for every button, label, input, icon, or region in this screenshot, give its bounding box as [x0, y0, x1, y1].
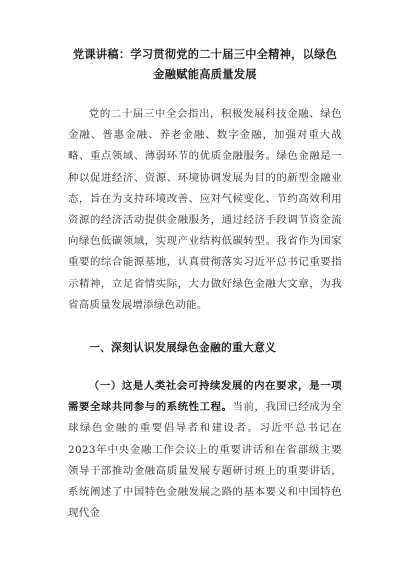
document-title: 党课讲稿：学习贯彻党的二十届三中全精神，以绿色金融赋能高质量发展: [72, 47, 338, 81]
subsection-paragraph: [68, 376, 342, 524]
section-heading: 一、深刻认识发展绿色金融的重大意义: [89, 342, 277, 355]
subsection-lead: （一）这是人类社会可持续发展的内在要求，是一项需要全球共同参与的系统性工程。: [68, 380, 342, 414]
intro-paragraph: 党的二十届三中全会指出，积极发展科技金融、绿色金融、普惠金融、养老金融、数字金融，加强对重大战略、重点领域、薄弱环节的优质金融服务。绿色金融是一种以促进经济、资源、环境协调发展为目的的新型金融业态，旨在为支持环境改善、应对气候变化、节约高效利用资源的经济活动提供金融服务，通过经济手段调节资金流向绿色低碳领域，实现产业结构低碳转型。我省作为国家重要的综合能源基地，认真贯彻落实习近平总书记重要指示精神，立足省情实际，大力做好绿色金融大文章，为我省高质量发展增添绿色动能。: [68, 108, 342, 311]
subsection-body: 当前，我国已经成为全球绿色金融的重要倡导者和建设者。习近平总书记在2023年中央金融工作会议上的重要讲话和在省部级主要领导干部推动金融高质量发展专题研讨班上的重要讲话，系统阐述了中国特色金融发展之路的基本要义和中国特色现代金: [68, 401, 343, 520]
